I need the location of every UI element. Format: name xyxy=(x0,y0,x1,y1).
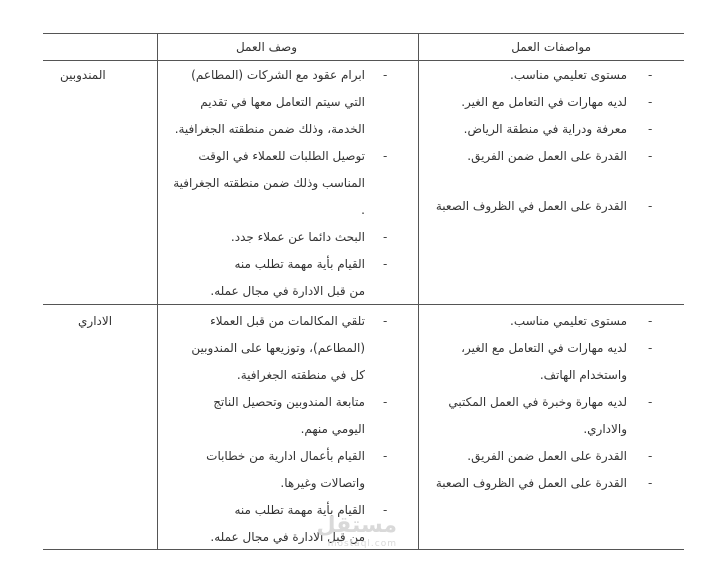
header-job-description: وصف العمل xyxy=(235,40,297,54)
bullet-dash: - xyxy=(383,395,388,409)
description-line: القيام بأية مهمة تطلب منه xyxy=(234,257,365,271)
column-divider-2 xyxy=(418,33,419,550)
description-line: اليومي منهم. xyxy=(300,422,365,436)
spec-line: والاداري. xyxy=(583,422,627,436)
spec-line: لديه مهارات في التعامل مع الغير، xyxy=(461,341,627,355)
description-line: القيام بأعمال ادارية من خطابات xyxy=(206,449,365,463)
bullet-dash: - xyxy=(648,149,653,163)
description-line: التي سيتم التعامل معها في تقديم xyxy=(200,95,365,109)
role-label: الاداري xyxy=(78,314,113,328)
bullet-dash: - xyxy=(383,449,388,463)
description-line: المناسب وذلك ضمن منطقته الجغرافية xyxy=(173,176,365,190)
description-line: واتصالات وغيرها. xyxy=(280,476,365,490)
description-line: . xyxy=(361,203,365,217)
bullet-dash: - xyxy=(383,257,388,271)
description-line: تلقي المكالمات من قبل العملاء xyxy=(210,314,365,328)
spec-line: القدرة على العمل في الظروف الصعبة xyxy=(435,476,627,490)
description-line: الخدمة، وذلك ضمن منطقته الجغرافية. xyxy=(174,122,365,136)
table-top-border xyxy=(43,33,684,34)
spec-line: لديه مهارة وخبرة في العمل المكتبي xyxy=(448,395,627,409)
bullet-dash: - xyxy=(648,449,653,463)
bullet-dash: - xyxy=(648,199,653,213)
bullet-dash: - xyxy=(648,314,653,328)
watermark-subtext: mostaql.com xyxy=(327,539,397,549)
row-divider xyxy=(43,304,684,305)
description-line: توصيل الطلبات للعملاء في الوقت xyxy=(198,149,365,163)
description-line: من قبل الادارة في مجال عمله. xyxy=(210,284,365,298)
bullet-dash: - xyxy=(383,503,388,517)
header-job-specs: مواصفات العمل xyxy=(511,40,591,54)
bullet-dash: - xyxy=(383,149,388,163)
header-bottom-border xyxy=(43,60,684,61)
bullet-dash: - xyxy=(648,341,653,355)
bullet-dash: - xyxy=(648,395,653,409)
bullet-dash: - xyxy=(383,68,388,82)
column-divider-1 xyxy=(157,33,158,550)
spec-line: القدرة على العمل ضمن الفريق. xyxy=(467,449,627,463)
bullet-dash: - xyxy=(648,122,653,136)
spec-line: معرفة ودراية في منطقة الرياض. xyxy=(463,122,627,136)
description-line: (المطاعم)، وتوزيعها على المندوبين xyxy=(191,341,365,355)
description-line: كل في منطقته الجغرافية. xyxy=(236,368,365,382)
spec-line: واستخدام الهاتف. xyxy=(539,368,627,382)
bullet-dash: - xyxy=(648,476,653,490)
spec-line: القدرة على العمل ضمن الفريق. xyxy=(467,149,627,163)
spec-line: القدرة على العمل في الظروف الصعبة xyxy=(435,199,627,213)
spec-line: لديه مهارات في التعامل مع الغير. xyxy=(461,95,627,109)
description-line: ابرام عقود مع الشركات (المطاعم) xyxy=(191,68,365,82)
bullet-dash: - xyxy=(383,314,388,328)
bullet-dash: - xyxy=(648,95,653,109)
description-line: البحث دائما عن عملاء جدد. xyxy=(230,230,365,244)
description-line: من قبل الادارة في مجال عمله. xyxy=(210,530,365,544)
bullet-dash: - xyxy=(648,68,653,82)
description-line: متابعة المندوبين وتحصيل الناتج xyxy=(213,395,365,409)
description-line: القيام بأية مهمة تطلب منه xyxy=(234,503,365,517)
role-label: المندوبين xyxy=(60,68,106,82)
spec-line: مستوى تعليمي مناسب. xyxy=(510,314,627,328)
bullet-dash: - xyxy=(383,230,388,244)
watermark-text: مستقل xyxy=(316,513,397,538)
spec-line: مستوى تعليمي مناسب. xyxy=(510,68,627,82)
watermark-logo xyxy=(316,513,397,553)
